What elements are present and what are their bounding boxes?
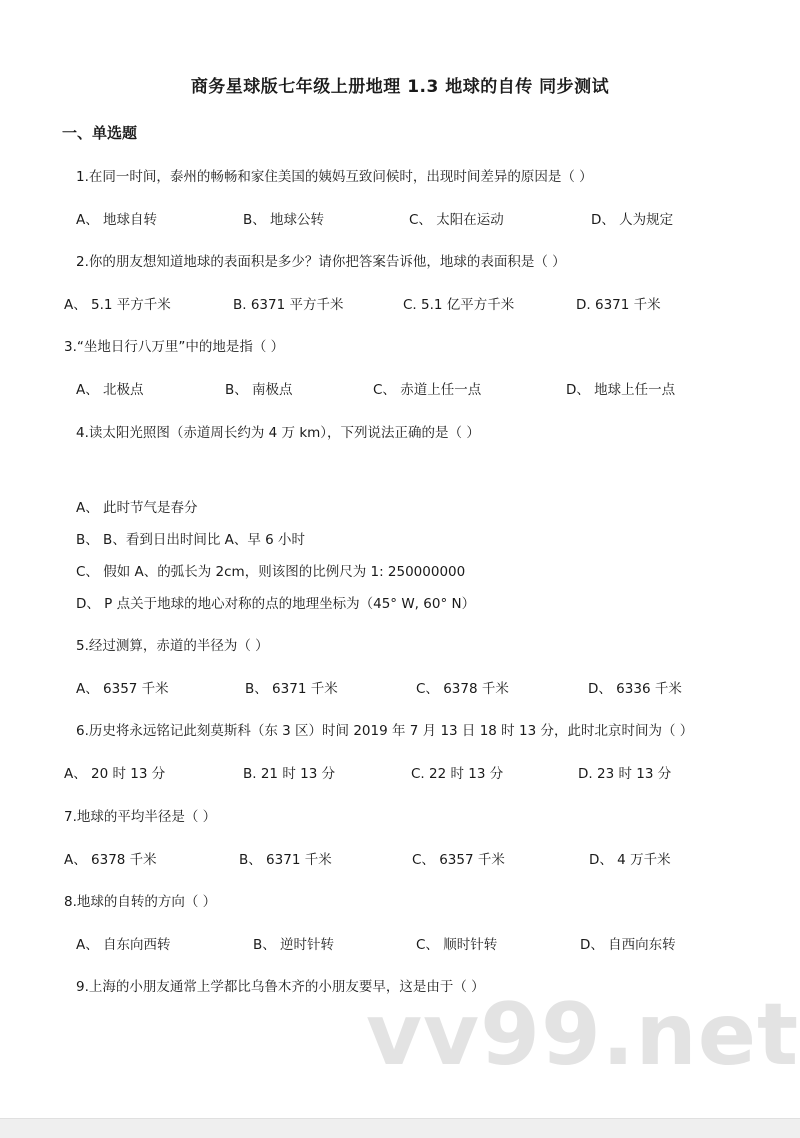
question-1: 1.在同一时间，泰州的畅畅和家住美国的姨妈互致问候时，出现时间差异的原因是（ ） xyxy=(76,169,593,185)
q7-option-b[interactable]: B、 6371 千米 xyxy=(239,852,332,868)
q7-option-d[interactable]: D、 4 万千米 xyxy=(589,852,671,868)
q3-option-b[interactable]: B、 南极点 xyxy=(225,382,293,398)
page-bottom-edge xyxy=(0,1118,800,1138)
q2-option-c[interactable]: C. 5.1 亿平方千米 xyxy=(403,297,515,313)
q2-option-b[interactable]: B. 6371 平方千米 xyxy=(233,297,344,313)
q1-option-d[interactable]: D、 人为规定 xyxy=(591,212,674,228)
q2-option-d[interactable]: D. 6371 千米 xyxy=(576,297,661,313)
q7-option-a[interactable]: A、 6378 千米 xyxy=(64,852,157,868)
question-8: 8.地球的自转的方向（ ） xyxy=(64,894,217,910)
q3-option-a[interactable]: A、 北极点 xyxy=(76,382,144,398)
q8-option-b[interactable]: B、 逆时针转 xyxy=(253,937,335,953)
q6-option-d[interactable]: D. 23 时 13 分 xyxy=(578,766,672,782)
q8-option-c[interactable]: C、 顺时针转 xyxy=(416,937,498,953)
question-5: 5.经过测算，赤道的半径为（ ） xyxy=(76,638,269,654)
question-3: 3.“坐地日行八万里”中的地是指（ ） xyxy=(64,339,285,355)
q4-option-b[interactable]: B、 B、看到日出时间比 A、早 6 小时 xyxy=(76,532,306,548)
q7-option-c[interactable]: C、 6357 千米 xyxy=(412,852,505,868)
q2-option-a[interactable]: A、 5.1 平方千米 xyxy=(64,297,171,313)
q5-option-d[interactable]: D、 6336 千米 xyxy=(588,681,682,697)
q5-option-c[interactable]: C、 6378 千米 xyxy=(416,681,509,697)
q5-option-a[interactable]: A、 6357 千米 xyxy=(76,681,169,697)
section-heading: 一、单选题 xyxy=(62,124,138,142)
q3-option-d[interactable]: D、 地球上任一点 xyxy=(566,382,676,398)
page-title: 商务星球版七年级上册地理 1.3 地球的自传 同步测试 xyxy=(190,77,610,97)
q5-option-b[interactable]: B、 6371 千米 xyxy=(245,681,338,697)
q8-option-d[interactable]: D、 自西向东转 xyxy=(580,937,676,953)
q6-option-c[interactable]: C. 22 时 13 分 xyxy=(411,766,504,782)
q4-option-c[interactable]: C、 假如 A、的弧长为 2cm，则该图的比例尺为 1: 250000000 xyxy=(76,564,466,580)
q4-option-d[interactable]: D、 P 点关于地球的地心对称的点的地理坐标为（45° W, 60° N） xyxy=(76,596,476,612)
question-6: 6.历史将永远铭记此刻莫斯科（东 3 区）时间 2019 年 7 月 13 日 18 时 13 分，此时北京时间为（ ） xyxy=(76,723,694,739)
q1-option-b[interactable]: B、 地球公转 xyxy=(243,212,325,228)
q1-option-a[interactable]: A、 地球自转 xyxy=(76,212,158,228)
question-7: 7.地球的平均半径是（ ） xyxy=(64,809,217,825)
q8-option-a[interactable]: A、 自东向西转 xyxy=(76,937,171,953)
question-2: 2.你的朋友想知道地球的表面积是多少？请你把答案告诉他，地球的表面积是（ ） xyxy=(76,254,566,270)
q1-option-c[interactable]: C、 太阳在运动 xyxy=(409,212,504,228)
question-4: 4.读太阳光照图（赤道周长约为 4 万 km），下列说法正确的是（ ） xyxy=(76,425,480,441)
q4-option-a[interactable]: A、 此时节气是春分 xyxy=(76,500,198,516)
q6-option-a[interactable]: A、 20 时 13 分 xyxy=(64,766,166,782)
watermark: vv99.net xyxy=(366,985,800,1085)
q6-option-b[interactable]: B. 21 时 13 分 xyxy=(243,766,336,782)
question-9: 9.上海的小朋友通常上学都比乌鲁木齐的小朋友要早，这是由于（ ） xyxy=(76,979,485,995)
q3-option-c[interactable]: C、 赤道上任一点 xyxy=(373,382,482,398)
